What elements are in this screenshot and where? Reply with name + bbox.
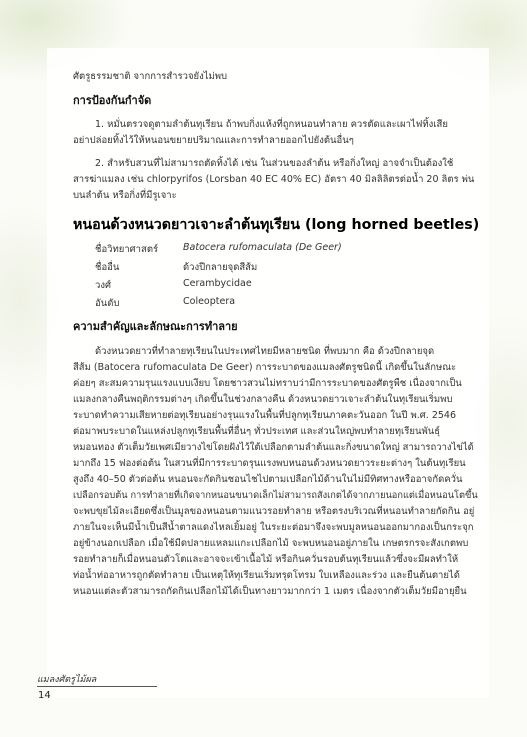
control-item-2-line-3: บนลำต้น หรือกิ่งที่มีรูเจาะ (73, 190, 177, 201)
body-line: สูงถึง 40–50 ตัวต่อต้น หนอนจะกัดกินชอนไชไปตามเปลือกไม้ด้านในไม่มีทิศทางหรืออาจกัดควั่น (73, 474, 463, 485)
control-item-2-line-1: 2. สำหรับสวนที่ไม่สามารถตัดทิ้งได้ เช่น ในส่วนของลำต้น หรือกิ่งใหญ่ อาจจำเป็นต้องใช้ (95, 158, 454, 169)
control-item-1-line-1: 1. หมั่นตรวจดูตามลำต้นทุเรียน ถ้าพบกิ่งแห้งที่ถูกหนอนทำลาย ควรตัดและเผาไฟทิ้งเสีย (95, 119, 448, 130)
natural-enemies-line: ศัตรูธรรมชาติ จากการสำรวจยังไม่พบ (73, 71, 228, 82)
body-line: รอยทำลายก็เมื่อหนอนตัวโตและอาจจะเข้าเนื้อไม้ หรือกินควั่นรอบต้นทุเรียนแล้วซึ่งจะมีผลทำให้ (73, 554, 459, 565)
info-value-order: Coleoptera (183, 296, 236, 307)
body-line: แมลงกลางคืนพฤติกรรมต่างๆ เกิดขึ้นในช่วงกลางคืน ด้วงหนวดยาวเจาะลำต้นในทุเรียนเริ่มพบ (73, 394, 453, 405)
body-line: หมอนทอง ตัวเต็มวัยเพศเมียวางไข่โดยฝังไว้ใต้เปลือกตามลำต้นและกิ่งขนาดใหญ่ สามารถวางไข่ได้ (73, 442, 474, 453)
body-line: ต่อมาพบระบาดในแหล่งปลูกทุเรียนพื้นที่อื่นๆ ทั่วประเทศ และส่วนใหญ่พบทำลายทุเรียนพันธุ์ (73, 426, 440, 437)
body-line: ระบาดทำความเสียหายต่อทุเรียนอย่างรุนแรงในพื้นที่ปลูกทุเรียนภาคตะวันออก ในปี พ.ศ. 2546 (73, 410, 457, 421)
control-item-1-line-2: อย่าปล่อยทิ้งไว้ให้หนอนขยายปริมาณและการทำลายออกไปยังต้นอื่นๆ (73, 135, 354, 146)
body-line: ค่อยๆ สะสมความรุนแรงแบบเงียบ โดยชาวสวนไม่ทราบว่ามีการระบาดของศัตรูพืช เนื่องจากเป็น (73, 378, 462, 389)
importance-heading: ความสำคัญและลักษณะการทำลาย (73, 320, 238, 333)
info-value-other-name: ด้วงปีกลายจุดสีส้ม (183, 262, 258, 273)
control-heading: การป้องกันกำจัด (73, 94, 152, 107)
info-value-family: Cerambycidae (183, 278, 252, 289)
footer-divider (37, 686, 157, 687)
info-value-scientific-name: Batocera rufomaculata (De Geer) (183, 242, 342, 253)
body-line: จะพบขุยไม้ละเอียดซึ่งเป็นมูลของหนอนตามแนวรอยทำลาย หรือตรงบริเวณที่หนอนทำลายกัดกิน อยู่ (73, 506, 475, 517)
info-label-family: วงศ์ (95, 280, 112, 291)
body-line: มากถึง 15 ฟองต่อต้น ในสวนที่มีการระบาดรุนแรงพบหนอนด้วงหนวดยาวระยะต่างๆ ในต้นทุเรียน (73, 458, 466, 469)
body-line: อยู่ข้างนอกเปลือก เมื่อใช้มีดปลายแหลมแกะเปลือกไม้ จะพบหนอนอยู่ภายใน เกษตรกรจะสังเกตพบ (73, 538, 469, 549)
page-number: 14 (38, 690, 51, 701)
info-label-scientific-name: ชื่อวิทยาศาสตร์ (95, 244, 159, 255)
body-line: ด้วงหนวดยาวที่ทำลายทุเรียนในประเทศไทยมีหลายชนิด ที่พบมาก คือ ด้วงปีกลายจุด (95, 346, 435, 357)
control-item-2-line-2: สารฆ่าแมลง เช่น chlorpyrifos (Lorsban 40 EC 40% EC) อัตรา 40 มิลลิลิตรต่อน้ำ 20 ลิตร พ่น (73, 174, 475, 185)
body-line: ภายในจะเห็นมีน้ำเป็นสีน้ำตาลแดงไหลเยิ้มอยู่ ในระยะต่อมาจึงจะพบมูลหนอนออกมากองเป็นกระจุก (73, 522, 474, 533)
body-line: หนอนแต่ละตัวสามารถกัดกินเปลือกไม้ได้เป็นทางยาวมากกว่า 1 เมตร เนื่องจากตัวเต็มวัยมีอายุยืน (73, 586, 467, 597)
body-line: ท่อน้ำท่ออาหารถูกตัดทำลาย เป็นเหตุให้ทุเรียนเริ่มทรุดโทรม ใบเหลืองและร่วง และยืนต้นตายได้ (73, 570, 460, 581)
info-label-other-name: ชื่ออื่น (95, 262, 120, 273)
body-line: เปลือกรอบต้น การทำลายที่เกิดจากหนอนขนาดเล็กไม่สามารถสังเกตได้จากภายนอกแต่เมื่อหนอนโตขึ้น (73, 490, 478, 501)
section-title: หนอนด้วงหนวดยาวเจาะลำต้นทุเรียน (long horned beetles) (73, 217, 480, 233)
info-label-order: อันดับ (95, 298, 120, 309)
body-line: สีส้ม (Batocera rufomaculata De Geer) การระบาดของแมลงศัตรูชนิดนี้ เกิดขึ้นในลักษณะ (73, 362, 457, 373)
footer-book-title: แมลงศัตรูไม้ผล (37, 675, 97, 685)
